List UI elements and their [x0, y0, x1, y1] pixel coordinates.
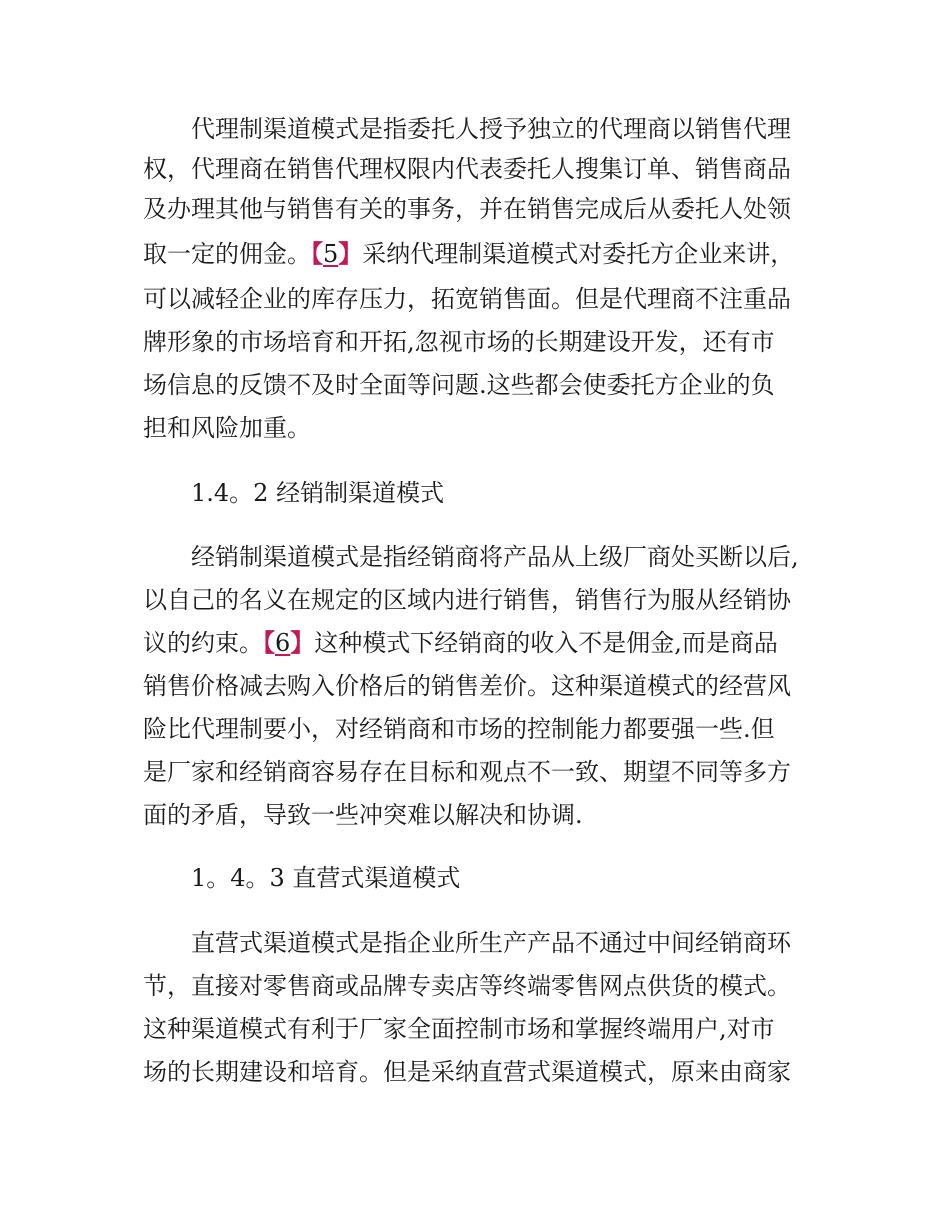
paragraph-3-line-4: 场的长期建设和培育。但是采纳直营式渠道模式，原来由商家: [143, 1058, 791, 1086]
paragraph-2-line-2: 以自己的名义在规定的区域内进行销售，销售行为服从经销协: [143, 586, 791, 614]
paragraph-1-line-8: 担和风险加重。: [143, 414, 311, 442]
paragraph-3-line-3: 这种渠道模式有利于厂家全面控制市场和掌握终端用户,对市: [143, 1015, 775, 1043]
citation-open-bracket: 【: [311, 239, 323, 268]
paragraph-2-line-1: 经销制渠道模式是指经销商将产品从上级厂商处买断以后,: [191, 543, 799, 571]
section-heading-1-4-2: 1.4。2 经销制渠道模式: [191, 479, 445, 507]
paragraph-1-line-4-text-a: 取一定的佣金。: [143, 240, 311, 268]
paragraph-2-line-7: 面的矛盾，导致一些冲突难以解决和协调.: [143, 801, 583, 829]
paragraph-2-line-3: [143, 628, 778, 657]
paragraph-3-line-1: 直营式渠道模式是指企业所生产产品不通过中间经销商环: [191, 929, 791, 957]
paragraph-1-line-6: 牌形象的市场培育和开拓,忽视市场的长期建设开发，还有市: [143, 328, 775, 356]
paragraph-2-line-3-text-a: 议的约束。: [143, 629, 263, 657]
citation-open-bracket: 【: [263, 628, 275, 657]
citation-link-5[interactable]: 5: [323, 240, 339, 268]
paragraph-1-line-2: 权，代理商在销售代理权限内代表委托人搜集订单、销售商品: [143, 155, 791, 183]
citation-link-6[interactable]: 6: [275, 629, 291, 657]
paragraph-2-line-5: 险比代理制要小，对经销商和市场的控制能力都要强一些.但: [143, 715, 775, 743]
citation-close-bracket: 】: [290, 628, 315, 657]
paragraph-1-line-7: 场信息的反馈不及时全面等问题.这些都会使委托方企业的负: [143, 371, 775, 399]
paragraph-2-line-3-text-b: 这种模式下经销商的收入不是佣金,而是商品: [314, 629, 778, 657]
paragraph-1-line-4-text-b: 采纳代理制渠道模式对委托方企业来讲，: [362, 240, 795, 268]
paragraph-1-line-5: 可以减轻企业的库存压力，拓宽销售面。但是代理商不注重品: [143, 285, 791, 313]
paragraph-1-line-4: [143, 239, 795, 268]
paragraph-1-line-1: 代理制渠道模式是指委托人授予独立的代理商以销售代理: [191, 115, 791, 143]
section-heading-1-4-3: 1。4。3 直营式渠道模式: [191, 864, 461, 892]
paragraph-3-line-2: 节，直接对零售商或品牌专卖店等终端零售网点供货的模式。: [143, 972, 791, 1000]
paragraph-1-line-3: 及办理其他与销售有关的事务，并在销售完成后从委托人处领: [143, 195, 791, 223]
paragraph-2-line-6: 是厂家和经销商容易存在目标和观点不一致、期望不同等多方: [143, 758, 791, 786]
paragraph-2-line-4: 销售价格减去购入价格后的销售差价。这种渠道模式的经营风: [143, 672, 791, 700]
citation-close-bracket: 】: [338, 239, 363, 268]
